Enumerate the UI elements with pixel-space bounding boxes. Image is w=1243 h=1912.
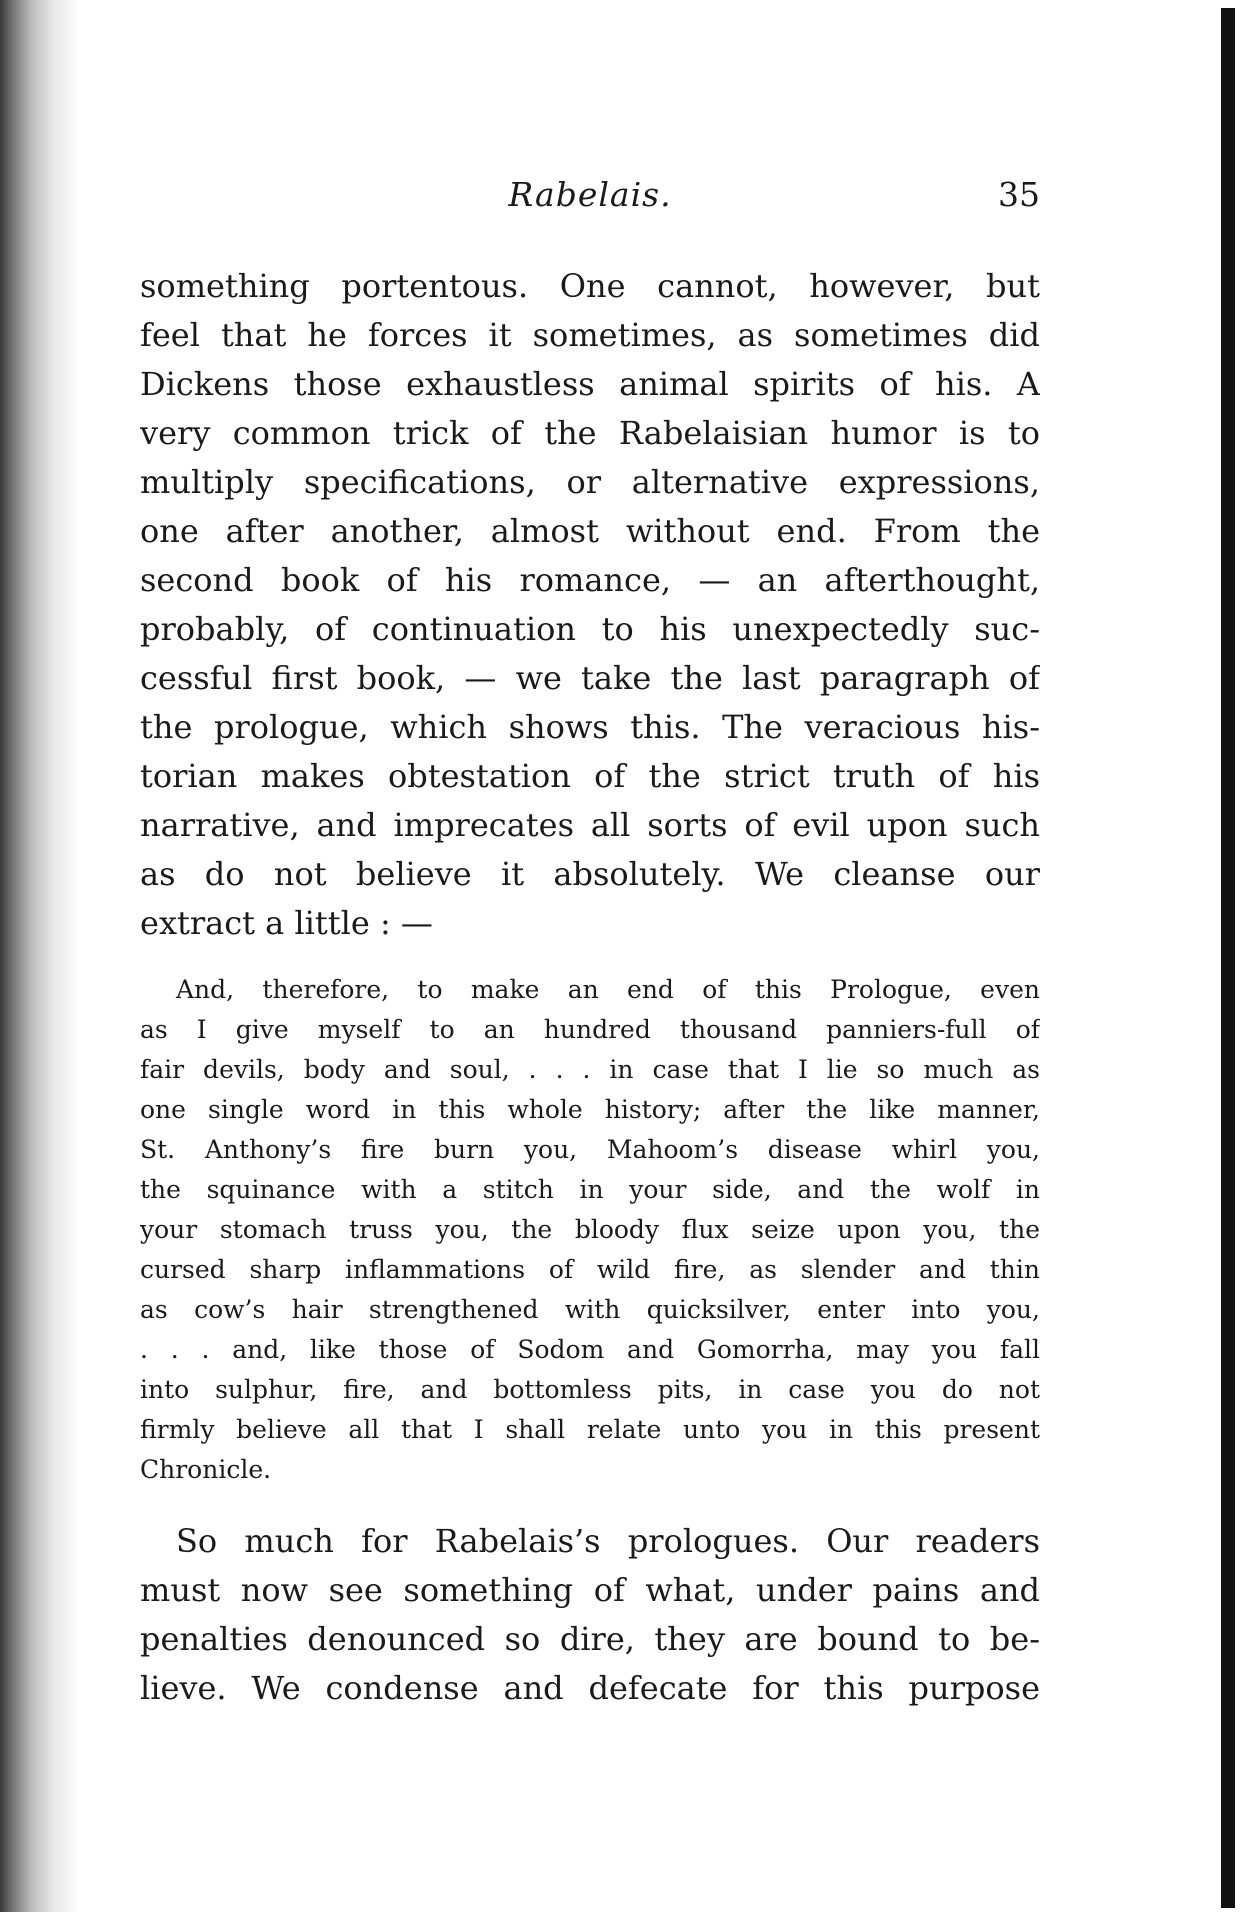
quote-line: as I give myself to an hundred thousand panniers-full of xyxy=(140,1015,1040,1044)
text-line: So much for Rabelais’s prologues. Our readers xyxy=(176,1522,1040,1560)
text-line: very common trick of the Rabelaisian humor is to xyxy=(140,414,1040,452)
text-line: something portentous. One cannot, however, but xyxy=(140,267,1040,305)
page-number: 35 xyxy=(998,175,1040,214)
running-title: Rabelais. xyxy=(508,175,672,214)
text-line: torian makes obtestation of the strict truth of his xyxy=(140,757,1040,795)
text-line: probably, of continuation to his unexpectedly suc- xyxy=(140,610,1040,648)
book-spine-shadow xyxy=(0,0,80,1912)
quote-line: cursed sharp inflammations of wild fire, as slender and thin xyxy=(140,1255,1040,1284)
page-edge-bar xyxy=(1221,8,1235,1908)
paragraph-2 xyxy=(140,1517,1040,1713)
text-line: must now see something of what, under pains and xyxy=(140,1571,1040,1609)
quote-line: firmly believe all that I shall relate unto you in this present xyxy=(140,1415,1040,1444)
text-line: penalties denounced so dire, they are bound to be- xyxy=(140,1620,1040,1658)
text-line: second book of his romance, — an afterthought, xyxy=(140,561,1040,599)
text-line: multiply specifications, or alternative expressions, xyxy=(140,463,1040,501)
quote-line: fair devils, body and soul, . . . in case that I lie so much as xyxy=(140,1055,1040,1084)
text-line: Dickens those exhaustless animal spirits of his. A xyxy=(140,365,1040,403)
quote-line: St. Anthony’s fire burn you, Mahoom’s disease whirl you, xyxy=(140,1135,1040,1164)
quote-line: as cow’s hair strengthened with quicksilver, enter into you, xyxy=(140,1295,1040,1324)
quote-line: And, therefore, to make an end of this Prologue, even xyxy=(176,975,1040,1004)
quote-line: Chronicle. xyxy=(140,1455,272,1484)
quote-line: . . . and, like those of Sodom and Gomorrha, may you fall xyxy=(140,1335,1040,1364)
quote-line: one single word in this whole history; after the like manner, xyxy=(140,1095,1040,1124)
paragraph-1 xyxy=(140,262,1040,948)
quote-line: into sulphur, fire, and bottomless pits, in case you do not xyxy=(140,1375,1040,1404)
block-quotation xyxy=(140,970,1040,1490)
text-line: as do not believe it absolutely. We cleanse our xyxy=(140,855,1040,893)
text-line: cessful first book, — we take the last paragraph of xyxy=(140,659,1040,697)
page-header xyxy=(140,175,1040,225)
text-line: the prologue, which shows this. The veracious his- xyxy=(140,708,1040,746)
text-line: one after another, almost without end. From the xyxy=(140,512,1040,550)
text-line: narrative, and imprecates all sorts of evil upon such xyxy=(140,806,1040,844)
text-line: lieve. We condense and defecate for this purpose xyxy=(140,1669,1040,1707)
text-line: extract a little : — xyxy=(140,904,433,942)
quote-line: your stomach truss you, the bloody flux seize upon you, the xyxy=(140,1215,1040,1244)
quote-line: the squinance with a stitch in your side, and the wolf in xyxy=(140,1175,1040,1204)
text-line: feel that he forces it sometimes, as sometimes did xyxy=(140,316,1040,354)
